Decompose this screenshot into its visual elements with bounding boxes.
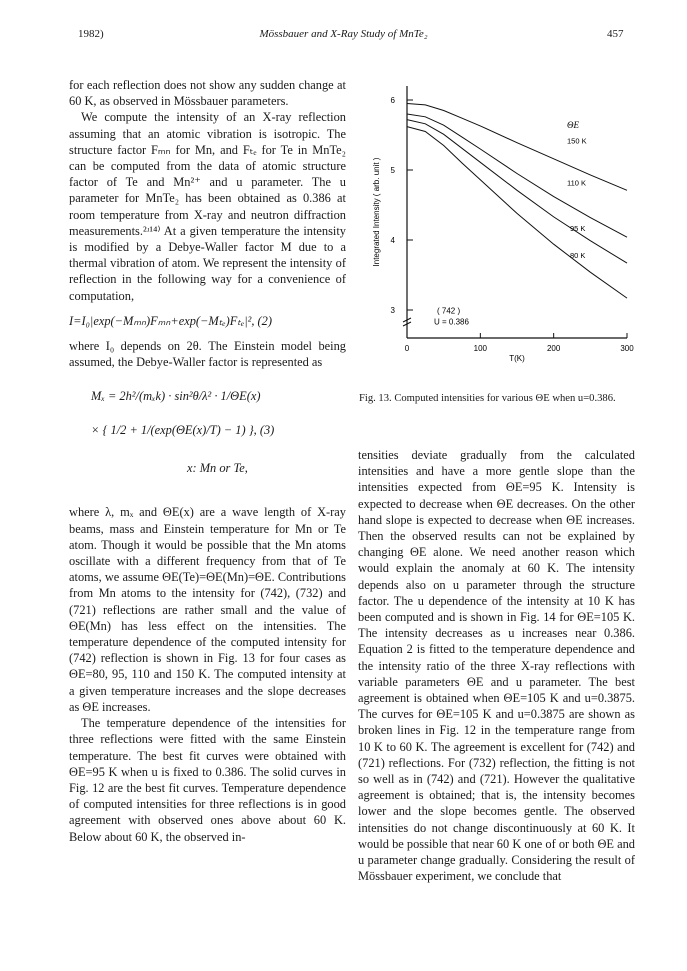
y-axis-label: Integrated Intensity ( arb. unit ) bbox=[372, 157, 381, 267]
y-tick-label: 6 bbox=[390, 96, 395, 105]
left-paragraph-5: The temperature dependence of the intensities for three reflections were fitted with the same Einstein temperature. The best fit curves were obtained with ΘΕ=95 K when u is fixed to 0.386. The solid curves in Fig. 12 are the best fit curves. Temperature dependence of computed intensities for three reflections is in good agreement with observed ones above about 60 K. Below about 60 K, the observed in- bbox=[69, 716, 346, 844]
x-tick-label: 0 bbox=[404, 344, 410, 353]
curve-150k bbox=[407, 104, 627, 191]
running-title: Mössbauer and X-Ray Study of MnTe₂ bbox=[259, 28, 428, 40]
x-tick-label: 200 bbox=[546, 344, 561, 353]
equation-3-line-2: × { 1/2 + 1/(exp(ΘΕ(x)/T) − 1) }, (3) bbox=[91, 423, 275, 438]
left-paragraph-2: We compute the intensity of an X-ray reflection assuming that an atomic vibration is isotropic. The structure factor Fₘₙ for Mn, and Fₜₑ for Te in MnTe₂ can be computed from the data of atomic structure factor of Te and Mn²⁺ and u parameter. The u parameter for MnTe₂ has been obtained as 0.386 at room temperature from X-ray and neutron diffraction measurements.²ʴ¹⁴⁾ At a given temperature the intensity is modified by a Debye-Waller factor M due to a thermal vibration of atom. We represent the intensity of reflection in the following way for a convenience of computation, bbox=[69, 110, 346, 303]
figure-13-chart bbox=[362, 76, 638, 376]
y-tick-label: 5 bbox=[390, 166, 395, 175]
right-column bbox=[358, 447, 635, 884]
header-year: 1982) bbox=[78, 28, 104, 40]
equation-3-line-1: Mₓ = 2h²/(mₓk) · sin²θ/λ² · 1/ΘΕ(x) bbox=[91, 389, 261, 404]
left-paragraph-1: for each reflection does not show any sudden change at 60 K, as observed in Mössbauer parameters. bbox=[69, 78, 346, 109]
left-paragraph-4: where λ, mₓ and ΘΕ(x) are a wave length of X-ray beams, mass and Einstein temperature for Mn or Te atom. Though it would be possible that the Mn atoms oscillate with a different frequency from that of Te atoms, we assume ΘΕ(Te)=ΘΕ(Mn)=ΘΕ. Contributions from Mn atoms to the intensity for (742), (732) and (721) reflections are rather small and the value of ΘΕ(Mn) has less effect on the intensities. The temperature dependence of the computed intensity for (742) reflection is shown in Fig. 13 for four cases as ΘΕ=80, 95, 110 and 150 K. The computed intensity at a given temperature increases and the slope decreases as ΘΕ increases. bbox=[69, 505, 346, 714]
y-tick-label: 4 bbox=[390, 236, 395, 245]
left-column bbox=[69, 77, 346, 845]
u-parameter-label: U = 0.386 bbox=[434, 317, 469, 327]
equation-3 bbox=[69, 374, 346, 496]
x-tick-label: 300 bbox=[620, 344, 634, 353]
curve-label: 150 K bbox=[567, 136, 587, 146]
curve-80k bbox=[407, 127, 627, 299]
x-axis-label: T(K) bbox=[509, 354, 525, 363]
equation-2: I=I₀|exp(−Mₘₙ)Fₘₙ+exp(−Mₜₑ)Fₜₑ|², (2) bbox=[69, 313, 272, 328]
curve-label: 95 K bbox=[570, 223, 586, 233]
right-paragraph-1: tensities deviate gradually from the calculated intensities and have a more gentle slope than the intensities expected from ΘΕ=95 K. Intensity is expected to decrease when ΘΕ decreases. On the other hand slope is expected to decrease when ΘΕ increases. Then the observed results can not be explained by changing ΘΕ alone. We need another reason which would explain the anomaly at 60 K. The intensity depends also on u parameter through the structure factor. The u dependence of the intensity at 10 K has been computed and is shown in Fig. 14 for ΘΕ=105 K. The intensity decreases as u increases near 0.386. Equation 2 is fitted to the temperature dependence and the intensity ratio of the three X-ray reflections with variable parameters ΘΕ and u parameter. The best agreement is obtained when ΘΕ=105 K and u=0.3875. The curves for ΘΕ=105 K and u=0.3875 are shown as broken lines in Fig. 12 in the temperature range from 10 K to 60 K. The agreement is excellent for (742) and (721) reflections. For (732) reflection, the fitting is not so well as in (742) and (721). However the qualitative agreement is obtained; that is, the intensity becomes lower and the slope becomes gentle. The observed intensities do not change discontinuously at 60 K. It would be possible that near 60 K one of or both ΘΕ and u parameter change gradually. Considering the result of Mössbauer experiment, we conclude that bbox=[358, 448, 635, 884]
figure-caption: Fig. 13. Computed intensities for various ΘΕ when u=0.386. bbox=[359, 393, 616, 404]
curve-label: 80 K bbox=[570, 251, 586, 261]
curve-label: 110 K bbox=[567, 178, 587, 188]
curve-95k bbox=[407, 120, 627, 264]
page-number: 457 bbox=[607, 28, 624, 40]
legend-theta-e: ΘE bbox=[567, 120, 579, 130]
y-tick-label: 3 bbox=[390, 306, 395, 315]
x-tick-label: 100 bbox=[473, 344, 488, 353]
reflection-label: ( 742 ) bbox=[437, 306, 461, 316]
left-paragraph-3: where I₀ depends on 2θ. The Einstein model being assumed, the Debye-Waller factor is represented as bbox=[69, 339, 346, 370]
equation-3-line-3: x: Mn or Te, bbox=[187, 461, 248, 476]
